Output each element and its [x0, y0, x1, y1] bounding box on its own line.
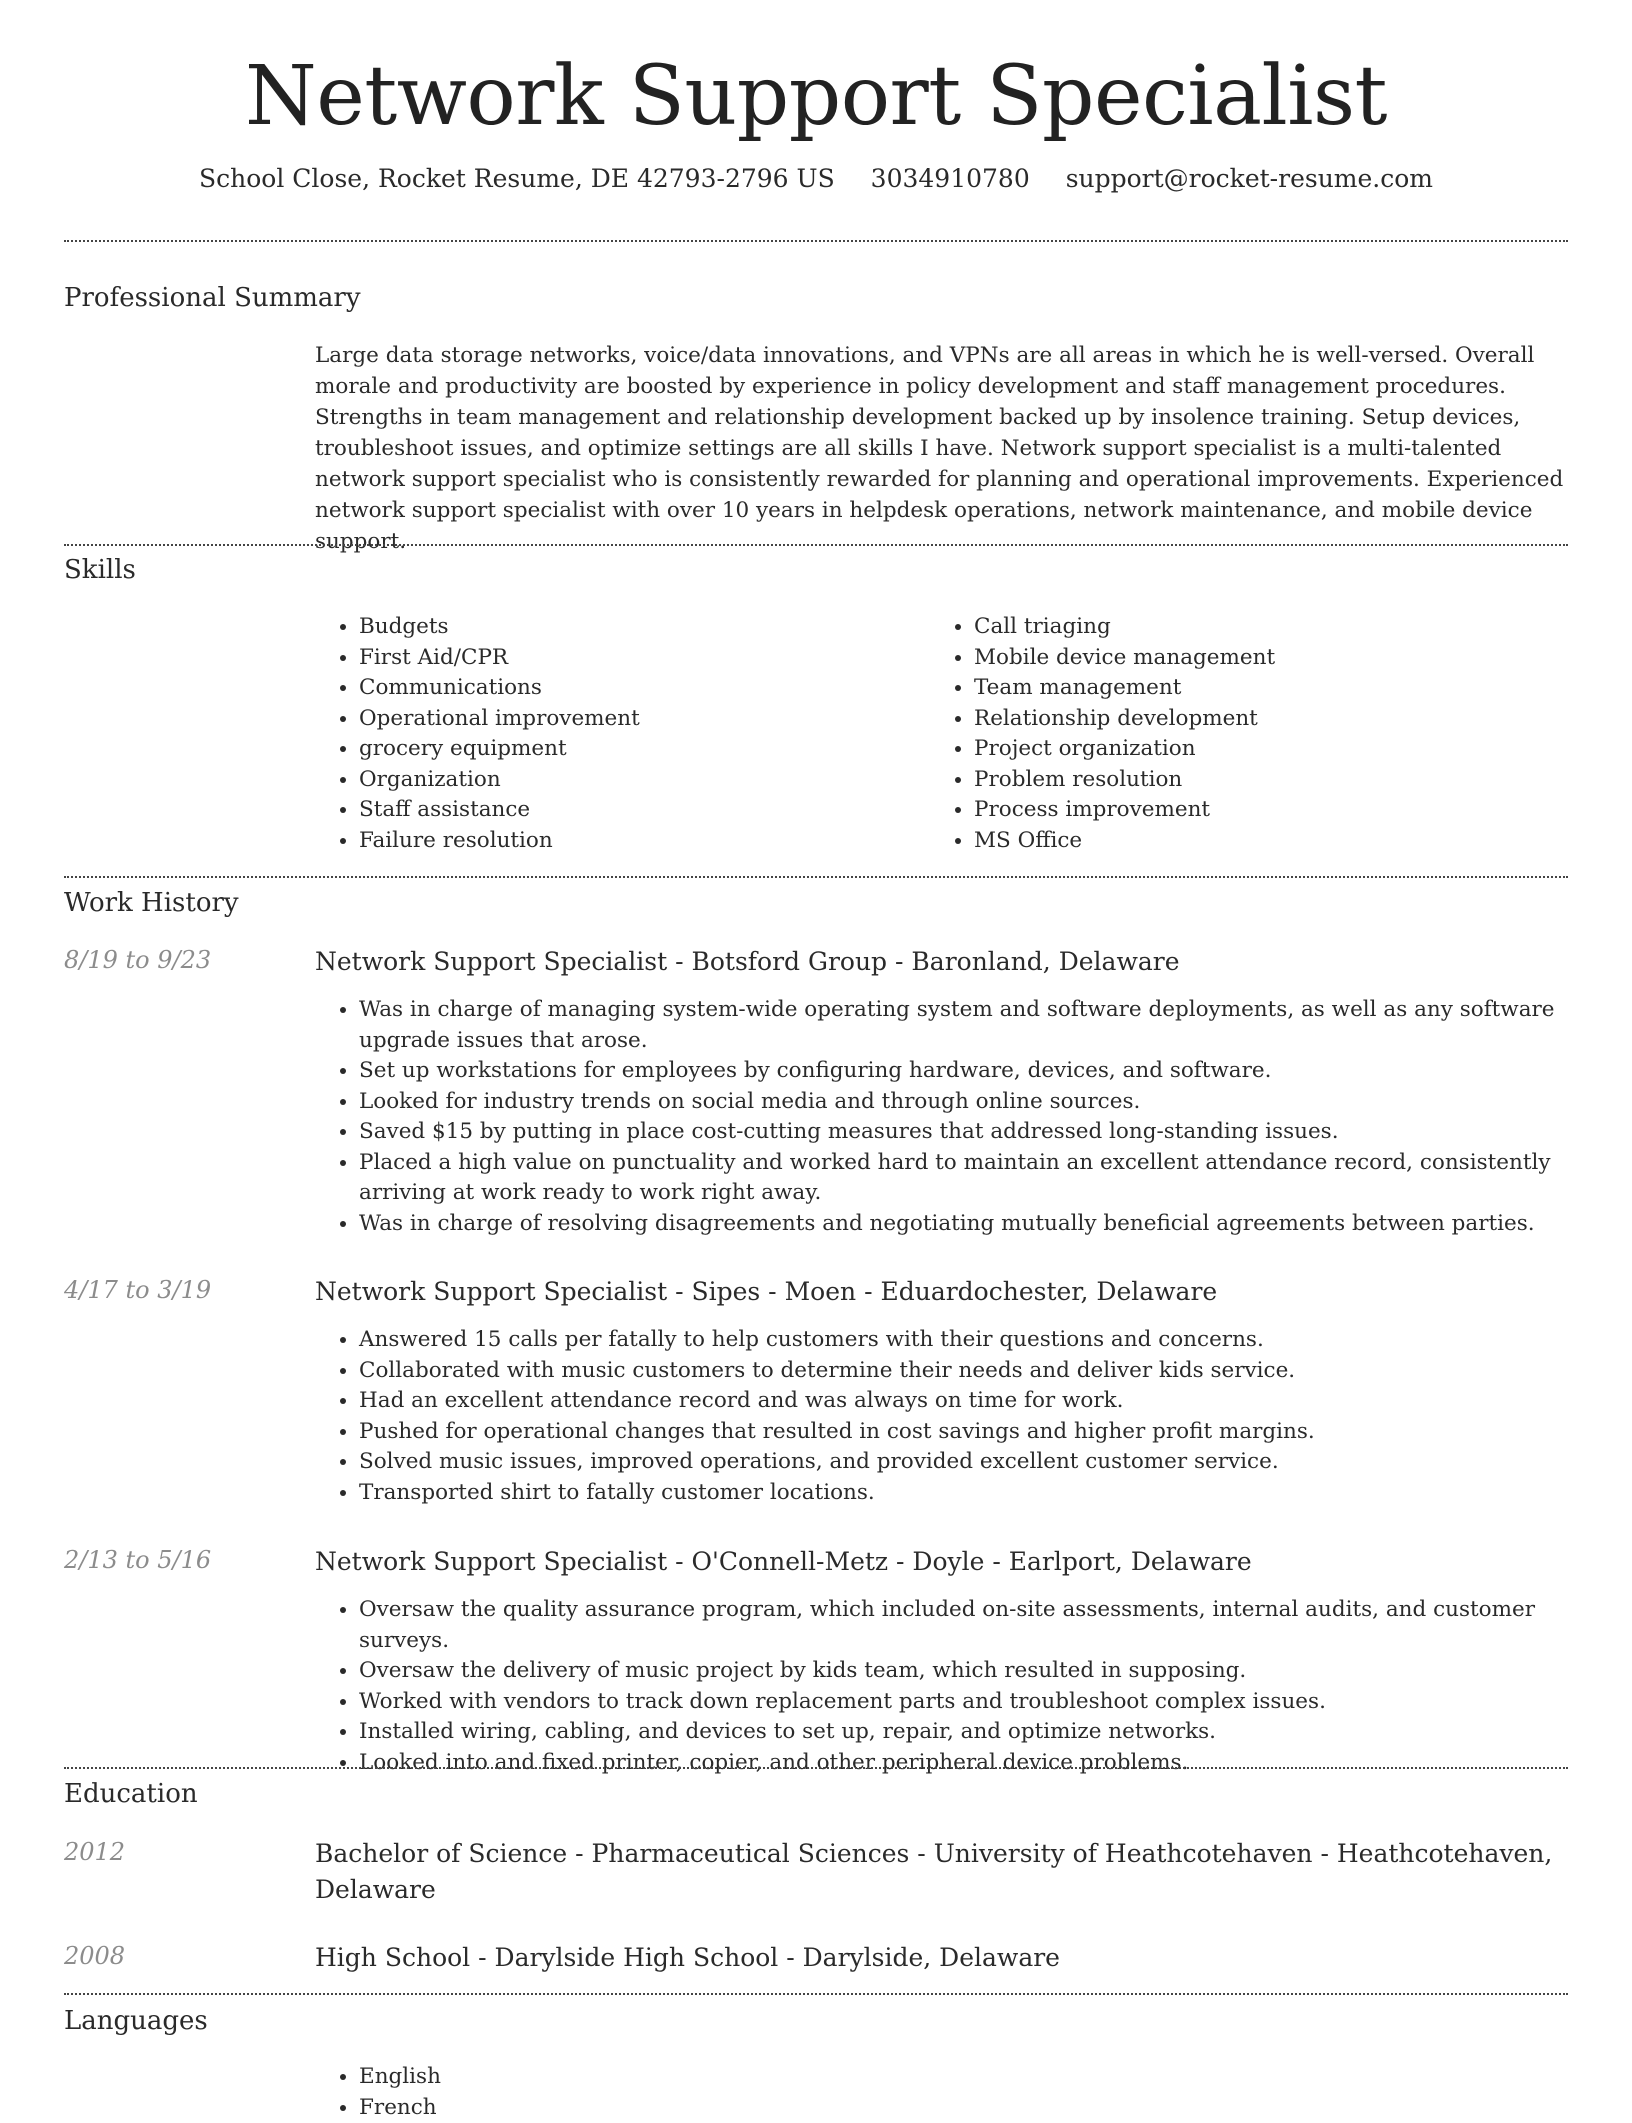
contact-email: support@rocket-resume.com	[1066, 164, 1433, 193]
education-school: Darylside High School	[495, 1943, 779, 1972]
job-title: Network Support Specialist	[315, 947, 667, 976]
skill-item: • Team management	[974, 673, 1530, 704]
skill-item: • Communications	[359, 673, 915, 704]
job-company: Sipes - Moen	[691, 1277, 856, 1306]
candidate-name: Network Support Specialist	[0, 0, 1632, 146]
job-bullet: • Transported shirt to fatally customer locations.	[359, 1478, 1565, 1509]
summary-text: Large data storage networks, voice/data innovations, and VPNs are all areas in which he is well-versed. Overall morale and productivity are boosted by experience in policy development and staff management procedures. Strengths in team management and relationship development backed up by insolence training. Setup devices, troubleshoot issues, and optimize settings are all skills I have. Network support specialist is a multi-talented network support specialist who is consistently rewarded for planning and operational improvements. Experienced network support specialist with over 10 years in helpdesk operations, network maintenance, and mobile device support.	[315, 340, 1565, 557]
skill-item: • Operational improvement	[359, 704, 915, 735]
skills-heading: Skills	[64, 555, 136, 585]
job-location: Baronland, Delaware	[911, 947, 1179, 976]
job-bullet: • Solved music issues, improved operations, and provided excellent customer service.	[359, 1447, 1565, 1478]
skills-list-left	[315, 612, 915, 856]
job-bullet: • Looked for industry trends on social media and through online sources.	[359, 1087, 1565, 1118]
skills-list-right	[930, 612, 1530, 856]
education-entry: High School - Darylside High School - Darylside, Delaware	[315, 1940, 1565, 1976]
job-title: Network Support Specialist	[315, 1277, 667, 1306]
job-dates: 4/17 to 3/19	[64, 1276, 211, 1304]
education-location: Heathcotehaven, Delaware	[315, 1839, 1552, 1904]
job-title: Network Support Specialist	[315, 1547, 667, 1576]
education-heading: Education	[64, 1779, 198, 1809]
contact-line	[0, 164, 1632, 193]
job-bullet: • Oversaw the quality assurance program, which included on-site assessments, internal audits, and customer surveys.	[359, 1595, 1565, 1656]
education-year: 2012	[64, 1838, 125, 1866]
job-bullet: • Was in charge of managing system-wide operating system and software deployments, as well as any software upgrade issues that arose.	[359, 995, 1565, 1056]
contact-phone: 3034910780	[871, 164, 1030, 193]
education-location: Darylside, Delaware	[803, 1943, 1060, 1972]
skill-item: • Organization	[359, 765, 915, 796]
job-bullet: • Set up workstations for employees by configuring hardware, devices, and software.	[359, 1056, 1565, 1087]
job-bullet: • Pushed for operational changes that resulted in cost savings and higher profit margins.	[359, 1417, 1565, 1448]
education-degree: High School	[315, 1943, 470, 1972]
job-bullet: • Oversaw the delivery of music project by kids team, which resulted in supposing.	[359, 1656, 1565, 1687]
skills-column-left	[315, 612, 915, 856]
job-bullet: • Worked with vendors to track down replacement parts and troubleshoot complex issues.	[359, 1687, 1565, 1718]
section-divider	[64, 1767, 1568, 1769]
job-bullet: • Looked into and fixed printer, copier, and other peripheral device problems.	[359, 1748, 1565, 1779]
job-bullet: • Collaborated with music customers to determine their needs and deliver kids service.	[359, 1356, 1565, 1387]
skill-item: • Mobile device management	[974, 643, 1530, 674]
skill-item: • Staff assistance	[359, 795, 915, 826]
job-heading: Network Support Specialist - O'Connell-Metz - Doyle - Earlport, Delaware	[315, 1544, 1565, 1580]
section-divider	[64, 1993, 1568, 1995]
job-bullets	[315, 1325, 1565, 1508]
education-field: Pharmaceutical Sciences	[592, 1839, 910, 1868]
job-bullet: • Installed wiring, cabling, and devices to set up, repair, and optimize networks.	[359, 1717, 1565, 1748]
job-bullet: • Saved $15 by putting in place cost-cutting measures that addressed long-standing issues.	[359, 1117, 1565, 1148]
job-bullet: • Was in charge of resolving disagreements and negotiating mutually beneficial agreements between parties.	[359, 1209, 1565, 1240]
job-bullet: • Had an excellent attendance record and was always on time for work.	[359, 1386, 1565, 1417]
education-entry: Bachelor of Science - Pharmaceutical Sciences - University of Heathcotehaven - Heathcotehaven, Delaware	[315, 1836, 1565, 1908]
section-divider	[64, 240, 1568, 242]
summary-heading: Professional Summary	[64, 283, 361, 313]
skill-item: • Process improvement	[974, 795, 1530, 826]
job-bullet: • Answered 15 calls per fatally to help customers with their questions and concerns.	[359, 1325, 1565, 1356]
job-dates: 8/19 to 9/23	[64, 946, 211, 974]
skill-item: • Budgets	[359, 612, 915, 643]
job-location: Earlport, Delaware	[1009, 1547, 1252, 1576]
languages-list	[315, 2062, 1565, 2123]
job-company: Botsford Group	[691, 947, 887, 976]
language-item: • English	[359, 2062, 1565, 2093]
work-heading: Work History	[64, 888, 239, 918]
language-item: • French	[359, 2093, 1565, 2123]
section-divider	[64, 544, 1568, 546]
job-bullet: • Placed a high value on punctuality and worked hard to maintain an excellent attendance record, consistently arriving at work ready to work right away.	[359, 1148, 1565, 1209]
skill-item: • grocery equipment	[359, 734, 915, 765]
section-divider	[64, 876, 1568, 878]
skill-item: • Problem resolution	[974, 765, 1530, 796]
skill-item: • Project organization	[974, 734, 1530, 765]
skill-item: • Relationship development	[974, 704, 1530, 735]
education-degree: Bachelor of Science	[315, 1839, 567, 1868]
skill-item: • Failure resolution	[359, 826, 915, 857]
skill-item: • Call triaging	[974, 612, 1530, 643]
contact-address: School Close, Rocket Resume, DE 42793-2796 US	[199, 164, 835, 193]
job-company: O'Connell-Metz - Doyle	[691, 1547, 984, 1576]
job-location: Eduardochester, Delaware	[880, 1277, 1217, 1306]
skill-item: • First Aid/CPR	[359, 643, 915, 674]
education-school: University of Heathcotehaven	[934, 1839, 1313, 1868]
job-heading: Network Support Specialist - Sipes - Moen - Eduardochester, Delaware	[315, 1274, 1565, 1310]
job-heading: Network Support Specialist - Botsford Group - Baronland, Delaware	[315, 944, 1565, 980]
job-dates: 2/13 to 5/16	[64, 1546, 211, 1574]
education-year: 2008	[64, 1942, 125, 1970]
job-bullets	[315, 1595, 1565, 1778]
skills-column-right	[930, 612, 1530, 856]
skill-item: • MS Office	[974, 826, 1530, 857]
languages-heading: Languages	[64, 2006, 208, 2036]
job-bullets	[315, 995, 1565, 1239]
